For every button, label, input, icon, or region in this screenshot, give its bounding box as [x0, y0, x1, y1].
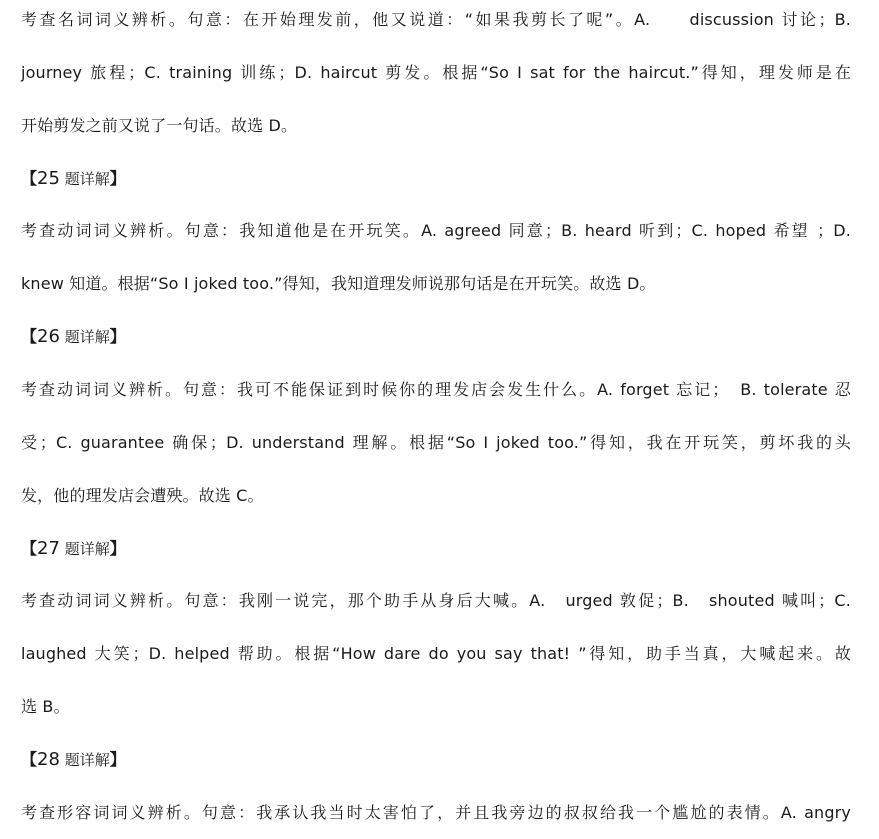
paragraph-26-line-1: 考查动词词义辨析。句意：我可不能保证到时候你的理发店会发生什么。A. forget 忘记； B. tolerate 忍 [21, 380, 851, 399]
paragraph-27-line-1: 考查动词词义辨析。句意：我刚一说完，那个助手从身后大喊。A. urged 敦促；B. shouted 喊叫；C. [21, 591, 851, 610]
paragraph-27-line-3: 选 B。 [21, 697, 70, 716]
question-25-heading [21, 167, 126, 191]
question-number: 28 [37, 749, 60, 770]
paragraph-28-line-1: 考查形容词词义辨析。句意：我承认我当时太害怕了，并且我旁边的叔叔给我一个尴尬的表情。A. angry [21, 803, 851, 822]
bracket-close: 】 [109, 750, 126, 769]
paragraph-26-line-3: 发，他的理发店会遭殃。故选 C。 [21, 486, 264, 505]
heading-label: 题详解 [59, 751, 110, 769]
paragraph-24-line-2: journey 旅程；C. training 训练；D. haircut 剪发。根据“So I sat for the haircut.”得知，理发师是在 [21, 63, 851, 82]
bracket-close: 】 [109, 169, 126, 188]
bracket-close: 】 [109, 327, 126, 346]
question-number: 25 [37, 168, 60, 189]
bracket-open: 【 [21, 327, 38, 346]
paragraph-26-line-2: 受；C. guarantee 确保；D. understand 理解。根据“So I joked too.”得知，我在开玩笑，剪坏我的头 [21, 433, 851, 452]
question-number: 26 [37, 326, 60, 347]
bracket-open: 【 [21, 169, 38, 188]
bracket-open: 【 [21, 539, 38, 558]
question-number: 27 [37, 538, 60, 559]
heading-label: 题详解 [59, 328, 110, 346]
paragraph-25-line-1: 考查动词词义辨析。句意：我知道他是在开玩笑。A. agreed 同意；B. heard 听到；C. hoped 希望 ；D. [21, 221, 851, 240]
question-28-heading [21, 748, 126, 772]
question-26-heading [21, 325, 126, 349]
paragraph-24-line-1: 考查名词词义辨析。句意：在开始理发前，他又说道：“如果我剪长了呢”。A. discussion 讨论；B. [21, 10, 851, 29]
bracket-close: 】 [109, 539, 126, 558]
paragraph-24-line-3: 开始剪发之前又说了一句话。故选 D。 [21, 116, 298, 135]
paragraph-25-line-2: knew 知道。根据“So I joked too.”得知，我知道理发师说那句话是在开玩笑。故选 D。 [21, 274, 656, 293]
paragraph-27-line-2: laughed 大笑；D. helped 帮助。根据“How dare do you say that! ”得知，助手当真，大喊起来。故 [21, 644, 851, 663]
question-27-heading [21, 537, 126, 561]
heading-label: 题详解 [59, 170, 110, 188]
bracket-open: 【 [21, 750, 38, 769]
heading-label: 题详解 [59, 540, 110, 558]
